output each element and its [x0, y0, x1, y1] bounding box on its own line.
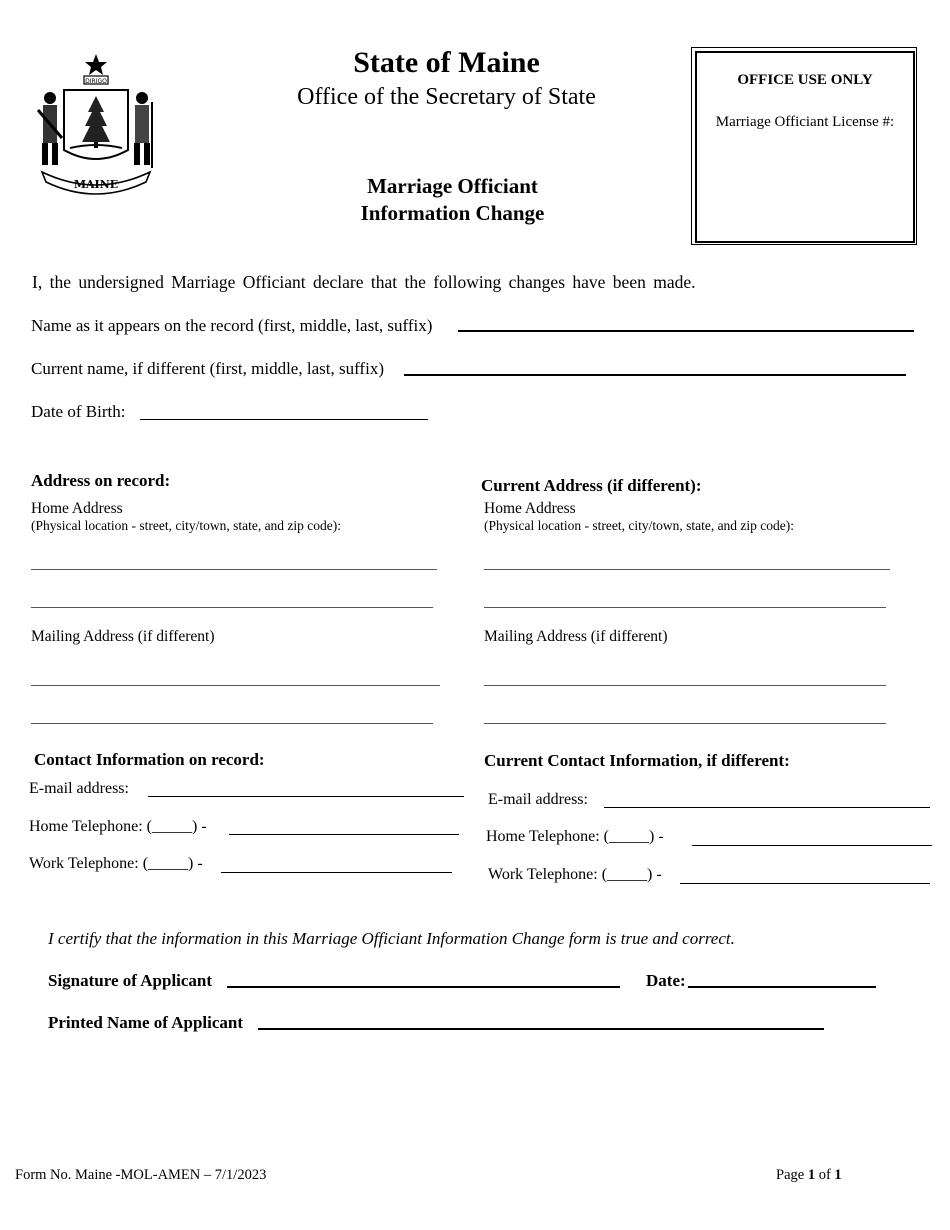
address-record-home-label: Home Address [31, 500, 123, 517]
seal-dirigo-text: DIRIGO [85, 78, 107, 85]
contact-record-work-phone-field[interactable] [221, 872, 452, 873]
page-prefix: Page [776, 1167, 805, 1183]
address-record-mailing-line2[interactable] [31, 723, 433, 724]
address-current-mailing-line2[interactable] [484, 723, 886, 724]
page-total: 1 [834, 1167, 842, 1183]
address-current-home-line2[interactable] [484, 607, 886, 608]
contact-current-work-phone-field[interactable] [680, 883, 930, 884]
certification-text: I certify that the information in this Marriage Officiant Information Change form is true and correct. [48, 929, 735, 948]
contact-current-email-field[interactable] [604, 807, 930, 808]
contact-current-email-label: E-mail address: [488, 791, 588, 808]
signature-field[interactable] [227, 986, 620, 988]
address-record-mailing-label: Mailing Address (if different) [31, 628, 215, 645]
address-record-home-line1[interactable] [31, 569, 437, 570]
license-number-label: Marriage Officiant License #: [715, 114, 895, 130]
contact-record-email-label: E-mail address: [29, 780, 129, 797]
signature-label: Signature of Applicant [48, 971, 213, 990]
address-record-home-hint: (Physical location - street, city/town, state, and zip code): [31, 518, 342, 533]
contact-record-heading: Contact Information on record: [34, 750, 265, 769]
page-number: 1 [807, 1167, 816, 1183]
address-record-heading: Address on record: [31, 471, 171, 490]
contact-current-work-phone-label: Work Telephone: (_____) - [488, 866, 662, 883]
dob-label: Date of Birth: [31, 402, 126, 421]
date-field[interactable] [688, 986, 876, 988]
contact-record-home-phone-label: Home Telephone: (_____) - [29, 818, 207, 835]
form-title-line1: Marriage Officiant [367, 174, 538, 198]
address-current-mailing-line1[interactable] [484, 685, 886, 686]
form-number: Form No. Maine -MOL-AMEN – 7/1/2023 [15, 1167, 267, 1183]
name-on-record-field[interactable] [458, 330, 914, 332]
name-on-record-label: Name as it appears on the record (first, middle, last, suffix) [31, 316, 433, 335]
page-of: of [818, 1167, 831, 1183]
contact-record-home-phone-field[interactable] [229, 834, 459, 835]
date-label: Date: [646, 971, 686, 990]
address-current-home-label: Home Address [484, 500, 576, 517]
address-current-home-line1[interactable] [484, 569, 890, 570]
page-subtitle: Office of the Secretary of State [297, 84, 596, 110]
address-record-home-line2[interactable] [31, 607, 433, 608]
office-use-heading: OFFICE USE ONLY [737, 72, 873, 88]
form-title-line2: Information Change [360, 201, 545, 225]
current-name-label: Current name, if different (first, middle, last, suffix) [31, 359, 384, 378]
printed-name-label: Printed Name of Applicant [48, 1013, 244, 1032]
address-current-home-hint: (Physical location - street, city/town, state, and zip code): [484, 518, 795, 533]
address-current-mailing-label: Mailing Address (if different) [484, 628, 668, 645]
page-indicator [776, 1167, 842, 1184]
contact-record-work-phone-label: Work Telephone: (_____) - [29, 855, 203, 872]
page-title: State of Maine [353, 46, 540, 79]
contact-current-home-phone-label: Home Telephone: (_____) - [486, 828, 664, 845]
current-name-field[interactable] [404, 374, 906, 376]
printed-name-field[interactable] [258, 1028, 824, 1030]
dob-field[interactable] [140, 419, 428, 420]
declaration-text: I, the undersigned Marriage Officiant declare that the following changes have been made. [32, 272, 696, 292]
seal-maine-text: MAINE [73, 178, 119, 191]
address-record-mailing-line1[interactable] [31, 685, 440, 686]
address-current-heading: Current Address (if different): [481, 476, 702, 495]
contact-current-heading: Current Contact Information, if different: [484, 751, 790, 770]
contact-current-home-phone-field[interactable] [692, 845, 932, 846]
contact-record-email-field[interactable] [148, 796, 464, 797]
